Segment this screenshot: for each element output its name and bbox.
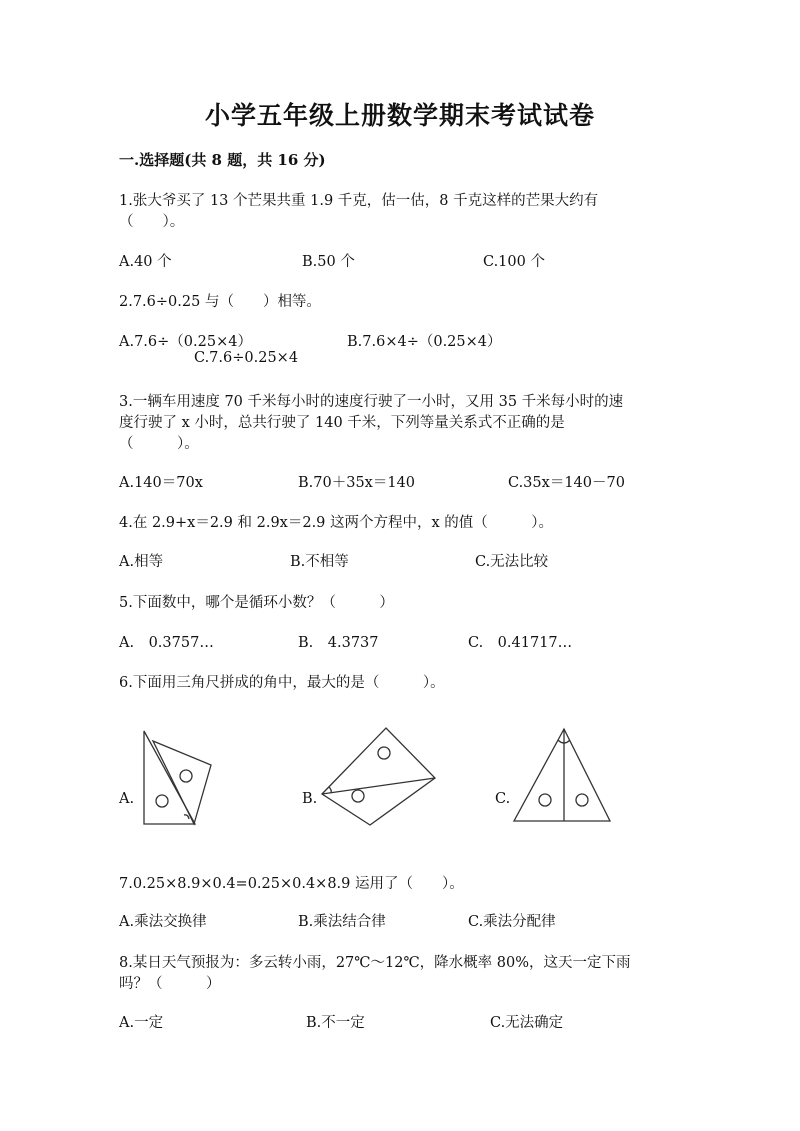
question-6-text-line-1: 6.下面用三角尺拼成的角中，最大的是（ ）。 bbox=[119, 675, 445, 691]
page-title: 小学五年级上册数学期末考试试卷 bbox=[204, 101, 595, 130]
question-1-text-line-1: 1.张大爷买了 13 个芒果共重 1.9 千克，估一估，8 千克这样的芒果大约有 bbox=[119, 193, 599, 209]
question-7-option-c[interactable]: C.乘法分配律 bbox=[468, 914, 556, 930]
question-2-option-b[interactable]: B.7.6×4÷（0.25×4） bbox=[347, 334, 502, 350]
question-2-option-a[interactable]: A.7.6÷（0.25×4） bbox=[119, 334, 252, 350]
question-1-text-line-2: （ ）。 bbox=[119, 214, 185, 230]
question-3-text-line-1: 3.一辆车用速度 70 千米每小时的速度行驶了一小时，又用 35 千米每小时的速 bbox=[119, 394, 624, 410]
question-2-option-c[interactable]: C.7.6÷0.25×4 bbox=[194, 350, 299, 366]
question-4-text-line-1: 4.在 2.9+x＝2.9 和 2.9x＝2.9 这两个方程中，x 的值（ ）。 bbox=[119, 515, 554, 531]
figure-b-circle-2 bbox=[352, 790, 364, 802]
question-7-text-line-1: 7.0.25×8.9×0.4=0.25×0.4×8.9 运用了（ ）。 bbox=[119, 876, 464, 892]
question-6-option-a[interactable]: A. bbox=[119, 791, 135, 807]
figure-a-circle-1 bbox=[156, 795, 168, 807]
question-5-option-a[interactable]: A. 0.3757… bbox=[119, 635, 214, 651]
question-8-option-c[interactable]: C.无法确定 bbox=[490, 1015, 564, 1031]
figure-b-angle-arc bbox=[329, 787, 331, 793]
question-4-option-b[interactable]: B.不相等 bbox=[290, 554, 349, 570]
figure-a-set-squares bbox=[140, 728, 215, 828]
figure-a-triangle-2 bbox=[153, 741, 211, 824]
question-2-text-line-1: 2.7.6÷0.25 与（ ）相等。 bbox=[119, 294, 321, 310]
question-3-option-a[interactable]: A.140＝70x bbox=[119, 475, 203, 491]
question-7-option-a[interactable]: A.乘法交换律 bbox=[119, 914, 207, 930]
section-heading: 一.选择题(共 8 题，共 16 分) bbox=[119, 151, 326, 169]
figure-b-circle-1 bbox=[378, 747, 390, 759]
figure-a-angle-arc bbox=[184, 815, 189, 819]
question-3-option-b[interactable]: B.70＋35x＝140 bbox=[298, 475, 416, 491]
question-3-text-line-2: 度行驶了 x 小时，总共行驶了 140 千米，下列等量关系式不正确的是 bbox=[119, 415, 565, 431]
question-3-text-line-3: （ ）。 bbox=[119, 436, 199, 452]
question-8-text-line-2: 吗？（ ） bbox=[119, 976, 221, 992]
question-8-option-a[interactable]: A.一定 bbox=[119, 1015, 164, 1031]
question-5-option-b[interactable]: B. 4.3737 bbox=[298, 635, 379, 651]
figure-b-rectangle bbox=[322, 728, 435, 825]
figure-b-diagonal bbox=[322, 778, 435, 794]
question-6-option-c[interactable]: C. bbox=[495, 791, 511, 807]
question-3-option-c[interactable]: C.35x＝140－70 bbox=[508, 475, 625, 491]
figure-c-circle-2 bbox=[576, 794, 588, 806]
figure-c-set-squares bbox=[512, 726, 612, 826]
question-8-option-b[interactable]: B.不一定 bbox=[306, 1015, 365, 1031]
figure-a-circle-2 bbox=[180, 770, 192, 782]
question-7-option-b[interactable]: B.乘法结合律 bbox=[298, 914, 386, 930]
question-4-option-c[interactable]: C.无法比较 bbox=[475, 554, 549, 570]
question-4-option-a[interactable]: A.相等 bbox=[119, 554, 164, 570]
question-1-option-b[interactable]: B.50 个 bbox=[302, 254, 355, 270]
question-1-option-c[interactable]: C.100 个 bbox=[483, 254, 545, 270]
figure-c-circle-1 bbox=[539, 794, 551, 806]
question-8-text-line-1: 8.某日天气预报为：多云转小雨，27℃～12℃，降水概率 80%，这天一定下雨 bbox=[119, 955, 631, 971]
question-5-option-c[interactable]: C. 0.41717… bbox=[468, 635, 573, 651]
question-5-text-line-1: 5.下面数中，哪个是循环小数？（ ） bbox=[119, 595, 394, 611]
question-1-option-a[interactable]: A.40 个 bbox=[119, 254, 172, 270]
figure-b-set-squares bbox=[318, 724, 438, 829]
question-6-option-b[interactable]: B. bbox=[302, 791, 318, 807]
